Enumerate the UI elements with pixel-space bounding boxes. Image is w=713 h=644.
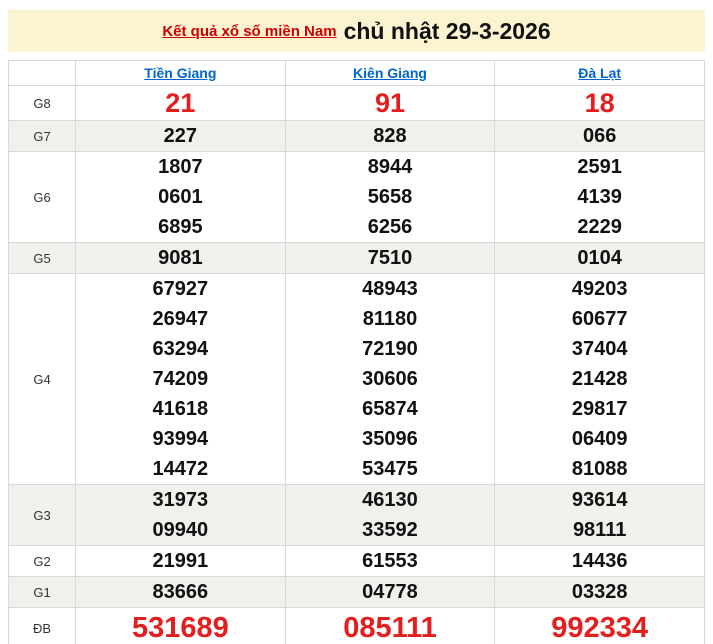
prize-label: G6 (9, 152, 76, 243)
prize-number: 46130 (362, 489, 418, 511)
prize-number: 085111 (343, 612, 437, 644)
prize-row (9, 485, 705, 546)
prize-value-cell (495, 86, 705, 121)
prize-number: 29817 (571, 398, 628, 420)
prize-number: 33592 (362, 519, 418, 541)
prize-value-cell (76, 546, 286, 577)
prize-row (9, 121, 705, 152)
prize-value-cell (76, 485, 286, 546)
prize-row (9, 577, 705, 608)
prize-number: 21 (165, 88, 196, 118)
prize-number: 7510 (367, 247, 413, 269)
prize-number: 37404 (571, 338, 628, 360)
prize-row (9, 274, 705, 485)
prize-value-cell (285, 243, 495, 274)
prize-number: 066 (582, 125, 617, 147)
prize-value-cell (285, 121, 495, 152)
prize-value-cell (76, 274, 286, 485)
prize-number: 81088 (571, 458, 628, 480)
province-link[interactable]: Tiền Giang (144, 65, 217, 81)
prize-number: 93994 (152, 428, 209, 450)
prize-number: 63294 (152, 338, 209, 360)
prize-number: 26947 (152, 308, 209, 330)
prize-value-cell (495, 608, 705, 644)
prize-number: 53475 (362, 458, 418, 480)
prize-number: 2591 (577, 156, 622, 178)
prize-number: 0601 (158, 186, 203, 208)
province-header-cell (285, 61, 495, 86)
results-title-link[interactable]: Kết quả xổ số miền Nam (162, 22, 337, 40)
prize-number: 98111 (572, 519, 627, 541)
prize-number: 09940 (152, 519, 209, 541)
title-banner (8, 10, 705, 52)
prize-label: G8 (9, 86, 76, 121)
prize-value-cell (76, 608, 286, 644)
prize-number: 03328 (571, 581, 628, 603)
prize-number: 1807 (158, 156, 203, 178)
prize-number: 531689 (131, 612, 229, 644)
prize-number: 0104 (577, 247, 622, 269)
prize-number: 74209 (152, 368, 209, 390)
prize-value-cell (495, 577, 705, 608)
prize-value-cell (495, 274, 705, 485)
prize-label: G5 (9, 243, 76, 274)
prize-number: 81180 (362, 308, 418, 330)
prize-number: 14436 (571, 550, 628, 572)
province-header-cell (76, 61, 286, 86)
prize-number: 31973 (152, 489, 209, 511)
prize-number: 30606 (362, 368, 418, 390)
prize-number: 6895 (158, 216, 203, 238)
prize-value-cell (285, 485, 495, 546)
prize-number: 21991 (152, 550, 209, 572)
prize-row (9, 152, 705, 243)
prize-value-cell (495, 243, 705, 274)
prize-number: 5658 (367, 186, 413, 208)
prize-number: 8944 (367, 156, 413, 178)
province-header-cell (495, 61, 705, 86)
table-header-row (9, 61, 705, 86)
prize-number: 21428 (571, 368, 628, 390)
prize-value-cell (285, 546, 495, 577)
prize-value-cell (76, 577, 286, 608)
prize-value-cell (76, 243, 286, 274)
prize-value-cell (76, 86, 286, 121)
draw-date: chủ nhật 29-3-2026 (343, 17, 551, 44)
prize-number: 83666 (152, 581, 209, 603)
prize-number: 992334 (551, 612, 649, 644)
prize-number: 72190 (362, 338, 418, 360)
prize-number: 18 (584, 88, 615, 118)
prize-number: 35096 (362, 428, 418, 450)
prize-value-cell (495, 485, 705, 546)
prize-number: 4139 (577, 186, 622, 208)
header-blank-cell (9, 61, 76, 86)
prize-number: 91 (374, 88, 405, 118)
prize-number: 49203 (571, 278, 628, 300)
prize-number: 6256 (367, 216, 413, 238)
prize-number: 9081 (158, 247, 203, 269)
prize-value-cell (285, 274, 495, 485)
prize-value-cell (76, 121, 286, 152)
prize-label: G7 (9, 121, 76, 152)
lottery-results-table (8, 60, 705, 644)
prize-label: G2 (9, 546, 76, 577)
prize-number: 93614 (571, 489, 628, 511)
prize-number: 2229 (577, 216, 622, 238)
prize-value-cell (285, 577, 495, 608)
prize-number: 48943 (362, 278, 418, 300)
prize-value-cell (76, 152, 286, 243)
prize-value-cell (495, 152, 705, 243)
prize-number: 14472 (152, 458, 209, 480)
prize-number: 65874 (362, 398, 418, 420)
prize-number: 61553 (362, 550, 418, 572)
prize-row (9, 243, 705, 274)
prize-number: 04778 (362, 581, 418, 603)
prize-value-cell (285, 608, 495, 644)
prize-number: 41618 (152, 398, 209, 420)
prize-label: G4 (9, 274, 76, 485)
province-link[interactable]: Đà Lạt (578, 65, 622, 81)
prize-row (9, 608, 705, 644)
prize-number: 60677 (571, 308, 628, 330)
prize-value-cell (495, 546, 705, 577)
prize-row (9, 546, 705, 577)
province-link[interactable]: Kiên Giang (353, 65, 427, 81)
prize-label: ĐB (9, 608, 76, 644)
prize-value-cell (285, 152, 495, 243)
prize-value-cell (285, 86, 495, 121)
prize-number: 227 (163, 125, 198, 147)
prize-row (9, 86, 705, 121)
prize-number: 06409 (571, 428, 628, 450)
prize-label: G3 (9, 485, 76, 546)
prize-value-cell (495, 121, 705, 152)
prize-number: 828 (373, 125, 407, 147)
prize-label: G1 (9, 577, 76, 608)
prize-number: 67927 (152, 278, 209, 300)
